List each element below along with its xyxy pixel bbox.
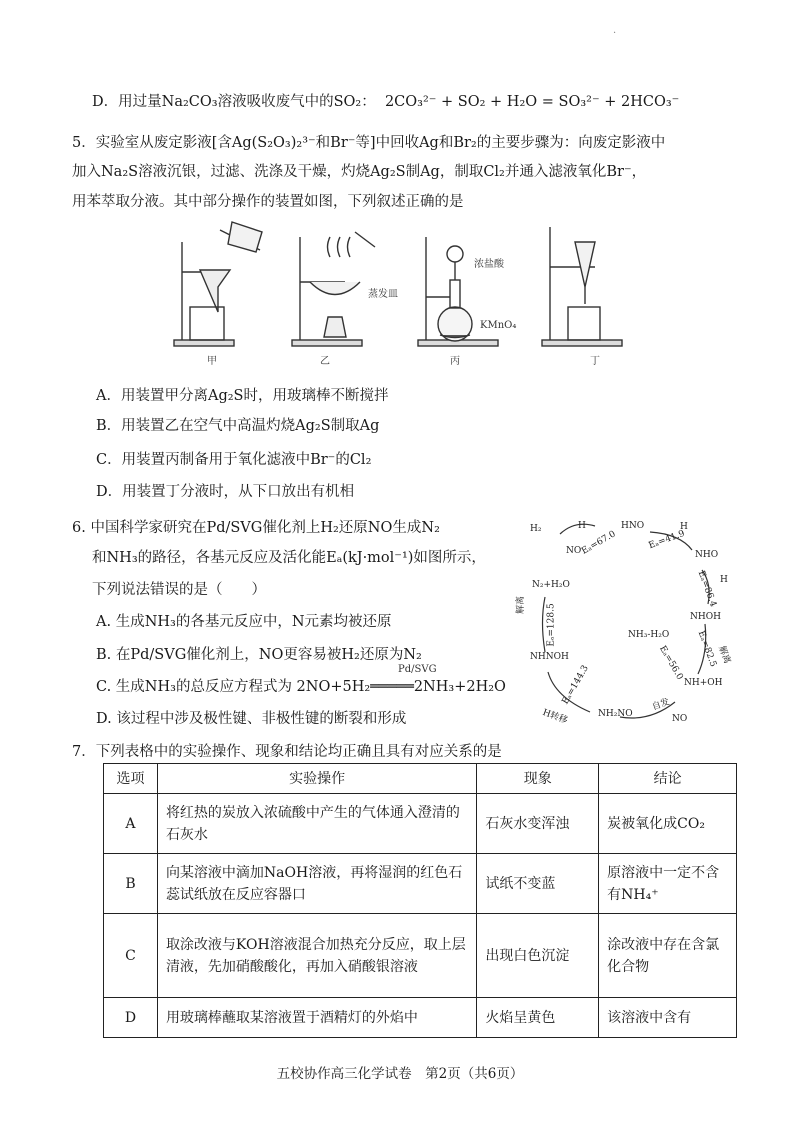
- page-marker: ·: [613, 28, 617, 39]
- cycle-dissoc1: 解离: [716, 644, 732, 666]
- cycle-ea6: Eₐ=144.3: [560, 663, 591, 707]
- row-conclusion: 原溶液中一定不含有NH₄⁺: [599, 854, 737, 914]
- row-option: D: [104, 998, 158, 1038]
- row-phenomenon: 火焰呈黄色: [477, 998, 599, 1038]
- table-row: [104, 914, 737, 998]
- q5-apparatus-figure: [170, 212, 640, 372]
- label-evaporating-dish: 蒸发皿: [368, 289, 398, 300]
- page-footer: 五校协作高三化学试卷 第2页（共6页）: [276, 1066, 524, 1082]
- q7-stem: 7．下列表格中的实验操作、现象和结论均正确且具有对应关系的是: [72, 744, 502, 760]
- cycle-nhnoh: NHNOH: [530, 652, 569, 662]
- row-operation: 取涂改液与KOH溶液混合加热充分反应，取上层清液，先加硝酸酸化，再加入硝酸银溶液: [157, 914, 476, 998]
- q6-stem-line2: 和NH₃的路径，各基元反应及活化能Eₐ(kJ·mol⁻¹)如图所示，: [92, 550, 486, 566]
- cycle-hno: HNO: [621, 521, 645, 531]
- cycle-ea3: Eₐ=86.4: [695, 569, 718, 609]
- header-phenomenon: 现象: [477, 764, 599, 794]
- table-row: [104, 794, 737, 854]
- cycle-htransfer: H转移: [541, 707, 569, 727]
- table-row: [104, 854, 737, 914]
- row-conclusion: 炭被氧化成CO₂: [599, 794, 737, 854]
- apparatus-label-bing: 丙: [450, 356, 460, 367]
- q4-option-d: D．用过量Na₂CO₃溶液吸收废气中的SO₂： 2CO₃²⁻ + SO₂ + H₂O = SO₃²⁻ + 2HCO₃⁻: [92, 94, 680, 110]
- cycle-nho: NHO: [695, 550, 719, 560]
- cycle-no1: NO: [566, 546, 582, 556]
- q5-stem-line3: 用苯萃取分液。其中部分操作的装置如图，下列叙述正确的是: [72, 194, 464, 210]
- cycle-nh2no: NH₂NO: [598, 709, 633, 719]
- cycle-ea2: Eₐ=41.9: [647, 528, 687, 552]
- row-phenomenon: 出现白色沉淀: [477, 914, 599, 998]
- cycle-ea5: Eₐ=56.0: [657, 644, 685, 682]
- row-operation: 将红热的炭放入浓硫酸中产生的气体通入澄清的石灰水: [157, 794, 476, 854]
- cycle-ea1: Eₐ=67.0: [580, 529, 618, 557]
- cycle-h2: H₂: [530, 524, 542, 534]
- cycle-ea7: Eₐ=128.5: [546, 603, 557, 647]
- cycle-nh-oh: NH+OH: [684, 678, 723, 688]
- catalyst-label: Pd/SVG: [398, 664, 437, 675]
- q5-stem-line2: 加入Na₂S溶液沉银，过滤、洗涤及干燥，灼烧Ag₂S制Ag，制取Cl₂并通入滤液氧化Br⁻，: [72, 164, 647, 180]
- cycle-n2h2o: N₂+H₂O: [532, 580, 570, 590]
- cycle-nh2o: NH₃-H₂O: [628, 630, 670, 640]
- cycle-ea4: Eₐ=82.5: [695, 629, 718, 669]
- row-operation: 用玻璃棒蘸取某溶液置于酒精灯的外焰中: [157, 998, 476, 1038]
- row-option: C: [104, 914, 158, 998]
- q6-option-b: B. 在Pd/SVG催化剂上，NO更容易被H₂还原为N₂: [96, 647, 422, 663]
- label-conc-hcl: 浓盐酸: [474, 259, 504, 270]
- cycle-dissoc2: 解离: [516, 595, 527, 615]
- row-phenomenon: 石灰水变浑浊: [477, 794, 599, 854]
- cycle-nhoh: NHOH: [690, 612, 721, 622]
- q6-option-c: C. 生成NH₃的总反应方程式为 2NO+5H₂═════2NH₃+2H₂O: [96, 679, 506, 695]
- cycle-h1: H: [578, 521, 586, 531]
- cycle-h3: H: [720, 575, 728, 585]
- cycle-self1: 自发: [650, 697, 672, 713]
- header-conclusion: 结论: [599, 764, 737, 794]
- apparatus-label-ding: 丁: [590, 356, 600, 367]
- table-row: [104, 998, 737, 1038]
- q5-option-a: A．用装置甲分离Ag₂S时，用玻璃棒不断搅拌: [96, 388, 389, 404]
- header-option: 选项: [104, 764, 158, 794]
- table-header-row: [104, 764, 737, 794]
- row-conclusion: 涂改液中存在含氯化合物: [599, 914, 737, 998]
- row-operation: 向某溶液中滴加NaOH溶液，再将湿润的红色石蕊试纸放在反应容器口: [157, 854, 476, 914]
- row-phenomenon: 试纸不变蓝: [477, 854, 599, 914]
- q6-option-d: D. 该过程中涉及极性键、非极性键的断裂和形成: [96, 711, 407, 727]
- q5-stem-line1: 5．实验室从废定影液[含Ag(S₂O₃)₂³⁻和Br⁻等]中回收Ag和Br₂的主要步骤为：向废定影液中: [72, 135, 666, 151]
- row-conclusion: 该溶液中含有: [599, 998, 737, 1038]
- row-option: B: [104, 854, 158, 914]
- header-operation: 实验操作: [157, 764, 476, 794]
- label-kmno4: KMnO₄: [480, 320, 517, 331]
- cycle-h2b: H: [680, 522, 688, 532]
- q6-stem-line3: 下列说法错误的是（ ）: [92, 582, 266, 598]
- apparatus-label-jia: 甲: [207, 356, 217, 367]
- apparatus-label-yi: 乙: [320, 356, 330, 367]
- row-option: A: [104, 794, 158, 854]
- q7-table: [103, 763, 737, 1038]
- q6-stem-line1: 6. 中国科学家研究在Pd/SVG催化剂上H₂还原NO生成N₂: [72, 520, 440, 536]
- cycle-no2: NO: [672, 714, 688, 724]
- q5-option-b: B．用装置乙在空气中高温灼烧Ag₂S制取Ag: [96, 418, 380, 434]
- q5-option-d: D．用装置丁分液时，从下口放出有机相: [96, 484, 355, 500]
- q6-option-a: A. 生成NH₃的各基元反应中，N元素均被还原: [96, 614, 392, 630]
- q5-option-c: C．用装置丙制备用于氧化滤液中Br⁻的Cl₂: [96, 452, 372, 468]
